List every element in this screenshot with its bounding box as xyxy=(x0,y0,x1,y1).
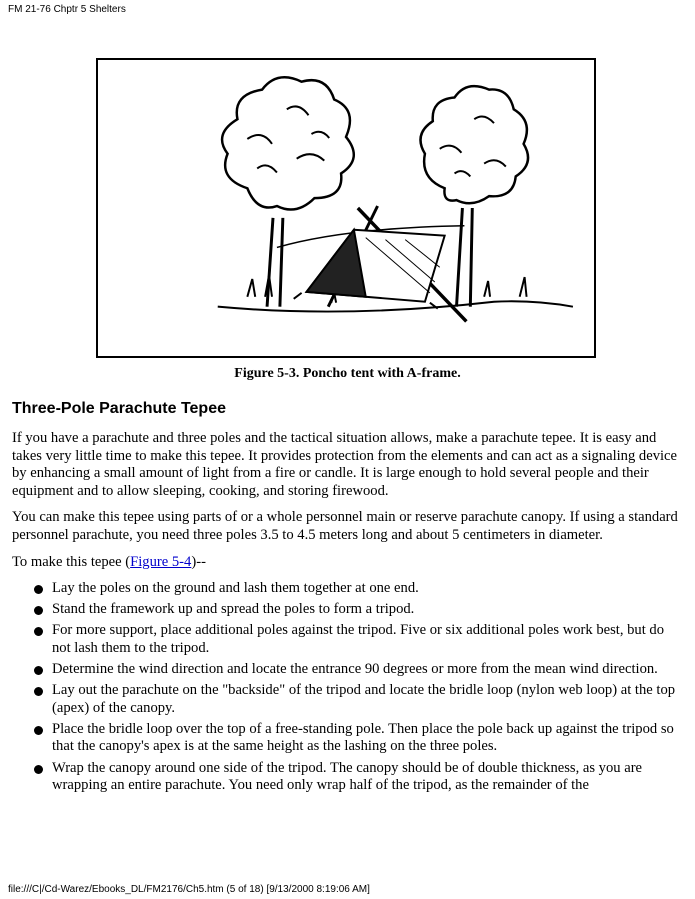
bullet-icon xyxy=(34,687,43,696)
section-heading: Three-Pole Parachute Tepee xyxy=(12,400,226,417)
figure-illustration xyxy=(96,58,596,358)
poncho-tent-illustration xyxy=(98,60,594,356)
paragraph-1: If you have a parachute and three poles and the tactical situation allows, make a parachute tepee. It is easy and takes very little time to make this tepee. It provides protection from the elements and can act as a signaling device by enhancing a small amount of light from a fire or candle. It is large enough to hold several people and their equipment and to allow sleeping, cooking, and storing firewood. xyxy=(12,430,678,499)
step-text: Place the bridle loop over the top of a free-standing pole. Then place the pole back up against the tripod so that the canopy's apex is at the same height as the lashing on the three poles. xyxy=(52,720,674,755)
step-text: Wrap the canopy around one side of the tripod. The canopy should be of double thickness, as you are wrapping an entire parachute. You need only wrap half of the tripod, as the remainder of the xyxy=(52,759,643,794)
paragraph-2: You can make this tepee using parts of or a whole personnel main or reserve parachute canopy. If using a standard personnel parachute, you need three poles 3.5 to 4.5 meters long and about 5 centimeters in diameter. xyxy=(12,509,678,543)
page-header: FM 21-76 Chptr 5 Shelters xyxy=(8,4,126,15)
list-item xyxy=(12,580,684,598)
step-text: Lay the poles on the ground and lash them together at one end. xyxy=(52,580,419,597)
bullet-icon xyxy=(34,666,43,675)
intro-suffix: )-- xyxy=(191,553,206,570)
step-text: Determine the wind direction and locate the entrance 90 degrees or more from the mean wind direction. xyxy=(52,661,658,678)
step-text: Lay out the parachute on the "backside" of the tripod and locate the bridle loop (nylon web loop) at the top (apex) of the canopy. xyxy=(52,682,676,716)
steps-intro xyxy=(12,554,684,572)
figure-caption: Figure 5-3. Poncho tent with A-frame. xyxy=(234,366,461,381)
figure-5-4-link[interactable]: Figure 5-4 xyxy=(130,553,192,570)
bullet-icon xyxy=(34,765,43,774)
step-text: Stand the framework up and spread the poles to form a tripod. xyxy=(52,601,415,618)
list-item xyxy=(12,682,684,717)
step-text: For more support, place additional poles against the tripod. Five or six additional poles work best, but do not lash them to the tripod. xyxy=(52,622,665,656)
main-content xyxy=(12,400,684,798)
bullet-icon xyxy=(34,726,43,735)
list-item xyxy=(12,622,684,657)
bullet-icon xyxy=(34,585,43,594)
list-item xyxy=(12,721,684,756)
list-item xyxy=(12,661,684,679)
intro-prefix: To make this tepee ( xyxy=(12,553,131,570)
list-item xyxy=(12,760,684,795)
steps-list xyxy=(12,580,684,795)
bullet-icon xyxy=(34,627,43,636)
bullet-icon xyxy=(34,606,43,615)
page-footer: file:///C|/Cd-Warez/Ebooks_DL/FM2176/Ch5.htm (5 of 18) [9/13/2000 8:19:06 AM] xyxy=(8,884,370,895)
list-item xyxy=(12,601,684,619)
